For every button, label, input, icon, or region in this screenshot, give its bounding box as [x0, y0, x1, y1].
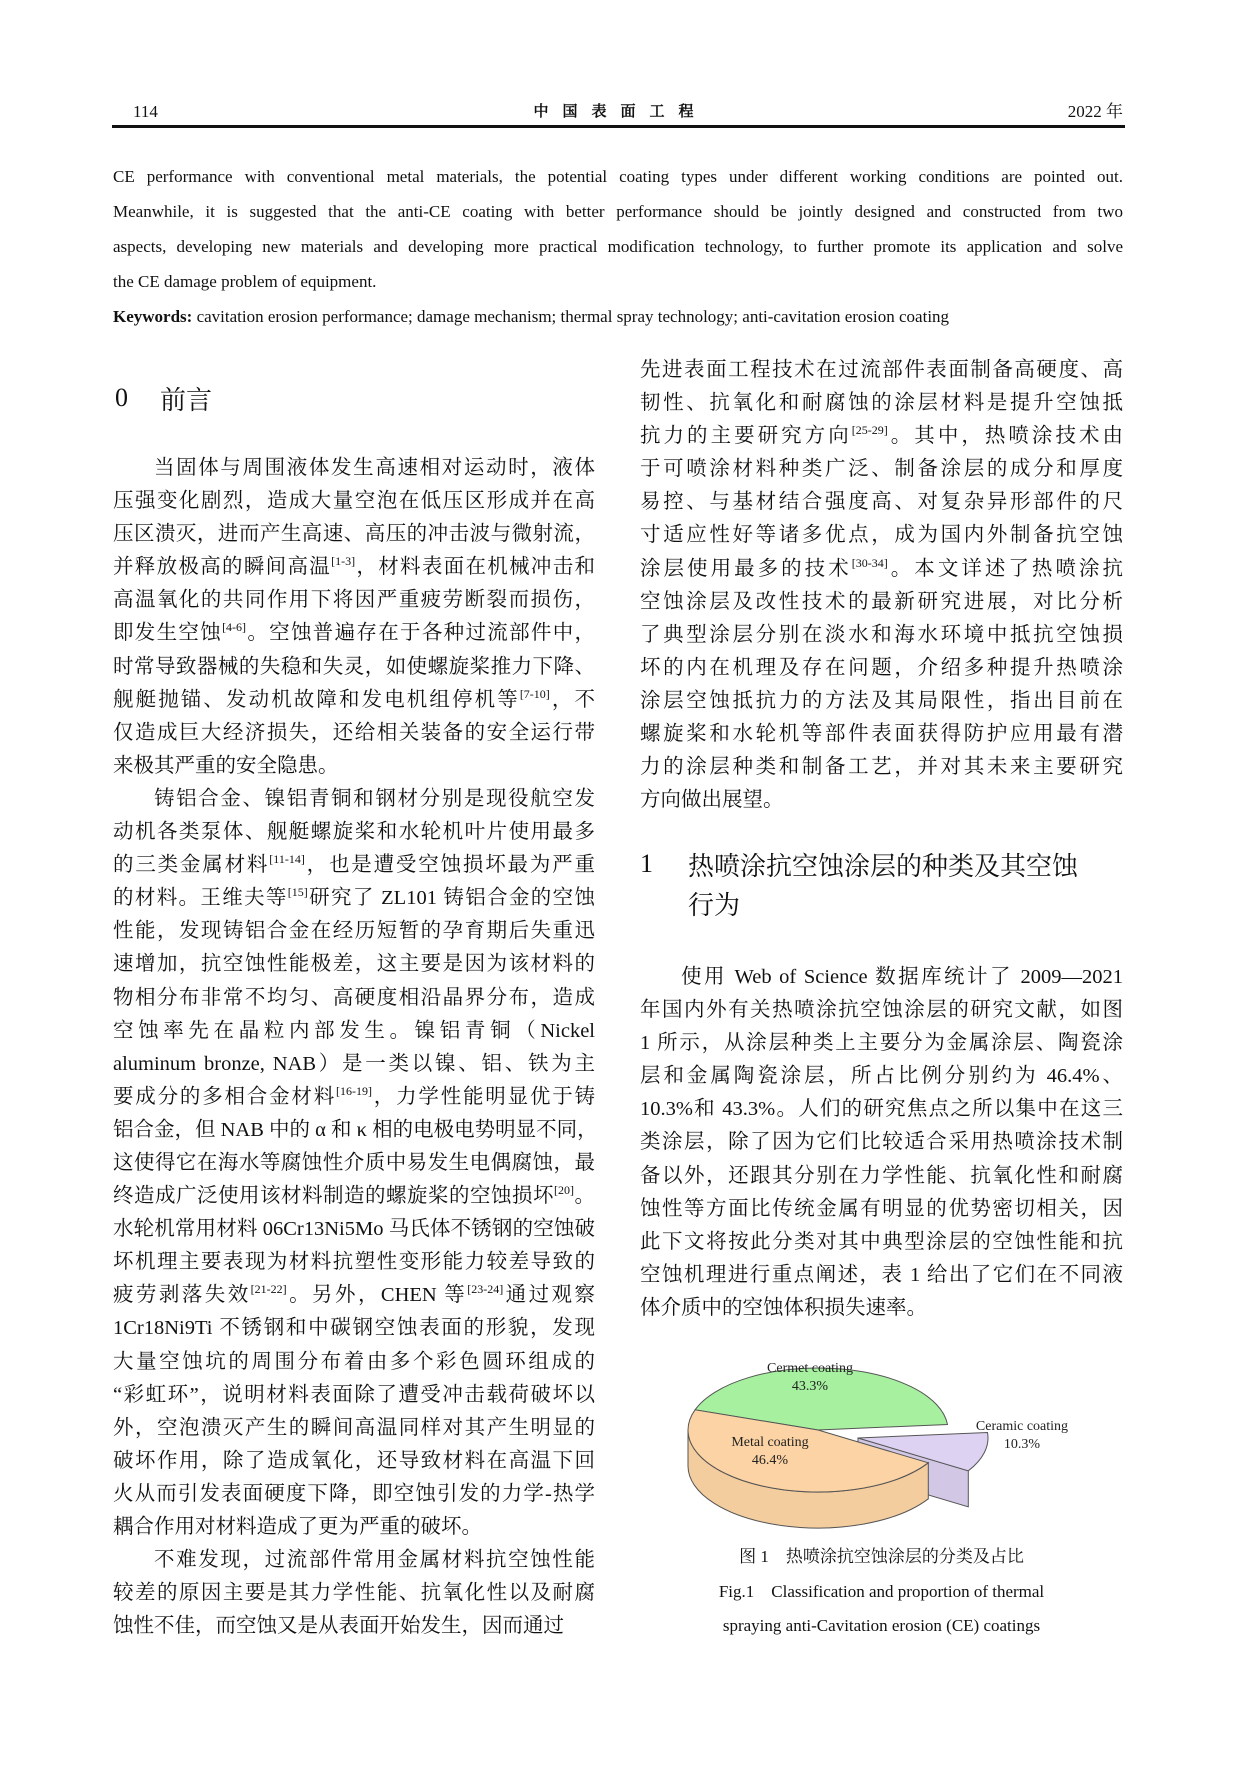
text-segment: 并释放极高的瞬间高温 [113, 556, 332, 579]
left-column-text [113, 452, 598, 1643]
text-line: 1Cr18Ni9Ti 不锈钢和中碳钢空蚀表面的形貌，发现 [113, 1317, 595, 1340]
pie-value-ceramic-coating: 10.3% [1003, 1437, 1041, 1452]
text-line: 方向做出展望。 [640, 789, 784, 812]
text-segment: 涂层使用最多的技术 [640, 557, 852, 580]
figure-caption-cn: 图 1 热喷涂抗空蚀涂层的分类及占比 [739, 1547, 1024, 1566]
text-line: 火从而引发表面硬度下降，即空蚀引发的力学-热学 [113, 1482, 595, 1505]
text-line: 力的涂层种类和制备工艺，并对其未来主要研究 [640, 756, 1123, 779]
text-segment: ，也是遭受空蚀损坏最为严重 [304, 854, 596, 877]
pie-label-cermet-coating: Cermet coating [767, 1361, 853, 1376]
text-line [113, 849, 595, 882]
text-line: 使用 Web of Science 数据库统计了 2009—2021 [681, 966, 1123, 988]
citation: [21-22] [250, 1282, 287, 1297]
text-line: “彩虹环”，说明材料表面除了遭受冲击载荷破坏以 [113, 1383, 595, 1406]
text-line: 压区溃灭，进而产生高速、高压的冲击波与微射流， [113, 523, 595, 546]
text-segment: 的三类金属材料 [113, 854, 270, 877]
section-number: 1 [640, 849, 653, 878]
text-line: 层和金属陶瓷涂层，所占比例分别约为 46.4%、 [640, 1065, 1123, 1088]
text-line: 蚀性等方面比传统金属有明显的优势密切相关，因 [640, 1197, 1123, 1220]
text-line: 破坏作用，除了造成氧化，还导致材料在高温下回 [113, 1449, 595, 1472]
section-title [688, 847, 1128, 925]
text-line: 寸适应性好等诸多优点，成为国内外制备抗空蚀 [640, 524, 1123, 547]
text-line [113, 1081, 595, 1114]
text-line: aluminum bronze, NAB）是一类以镍、铝、铁为主 [113, 1052, 595, 1075]
text-segment: 。空蚀普遍存在于各种过流部件中， [246, 622, 596, 645]
text-line: 1 所示，从涂层种类上主要分为金属涂层、陶瓷涂 [640, 1032, 1123, 1055]
figure-caption-en: Fig.1 Classification and proportion of thermal [718, 1582, 1045, 1601]
text-line: 来极其严重的安全隐患。 [113, 754, 339, 777]
journal-title: 中国表面工程 [533, 104, 708, 120]
text-line: 韧性、抗氧化和耐腐蚀的涂层材料是提升空蚀抵 [640, 392, 1123, 415]
text-line [113, 684, 595, 717]
section1-text [640, 961, 1123, 1325]
text-line: 易控、与基材结合强度高、对复杂异形部件的尺 [640, 491, 1123, 514]
citation: [23-24] [467, 1282, 504, 1297]
text-line [113, 882, 595, 915]
text-line: 不难发现，过流部件常用金属材料抗空蚀性能 [154, 1549, 595, 1572]
section-title: 前言 [160, 386, 213, 415]
text-segment: 。另外，CHEN 等 [286, 1284, 468, 1307]
figure-caption-en: spraying anti-Cavitation erosion (CE) coatings [722, 1616, 1041, 1635]
text-line: 空蚀涂层及改性技术的最新研究进展，对比分析 [640, 590, 1123, 613]
text-line: 压强变化剧烈，造成大量空泡在低压区形成并在高 [113, 490, 595, 513]
text-line [113, 617, 595, 650]
pie-value-cermet-coating: 43.3% [791, 1379, 829, 1394]
abstract-line: the CE damage problem of equipment. [113, 272, 377, 291]
text-line: 耦合作用对材料造成了更为严重的破坏。 [113, 1516, 482, 1538]
keywords-line [113, 299, 1123, 334]
text-segment: 通过观察 [503, 1284, 595, 1307]
text-segment: 抗力的主要研究方向 [640, 425, 852, 448]
text-line: 空蚀率先在晶粒内部发生。镍铝青铜（Nickel [113, 1019, 595, 1042]
text-line: 蚀性不佳，而空蚀又是从表面开始发生，因而通过 [113, 1615, 564, 1638]
text-line: 大量空蚀坑的周围分布着由多个彩色圆环组成的 [113, 1350, 595, 1373]
citation: [11-14] [269, 852, 305, 867]
text-segment: 研究了 ZL101 铸铝合金的空蚀 [307, 887, 595, 910]
text-line: 仅造成巨大经济损失，还给相关装备的安全运行带 [113, 721, 595, 744]
citation: [25-29] [851, 423, 888, 438]
text-segment: ，力学性能明显优于铸 [372, 1085, 595, 1108]
citation: [30-34] [851, 555, 888, 570]
text-line [113, 1180, 595, 1213]
text-segment: 要成分的多相合金材料 [113, 1085, 336, 1108]
text-line: 螺旋桨和水轮机等部件表面获得防护应用最有潜 [640, 723, 1123, 746]
text-segment: 舰艇抛锚、发动机故障和发电机组停机等 [113, 688, 520, 711]
text-line: 水轮机常用材料 06Cr13Ni5Mo 马氏体不锈钢的空蚀破 [113, 1218, 595, 1241]
keywords-text: cavitation erosion performance; damage mechanism; thermal spray technology; anti-cavitation erosion coating [192, 307, 950, 326]
abstract-line: aspects, developing new materials and developing more practical modification technology, to further promote its application and solve [113, 237, 1123, 256]
text-segment: 终造成广泛使用该材料制造的螺旋桨的空蚀损坏 [113, 1185, 554, 1208]
citation: [15] [287, 885, 308, 900]
header-rule [112, 125, 1125, 128]
text-line [640, 553, 1123, 586]
text-segment: 。本文详述了热喷涂抗 [887, 557, 1124, 580]
abstract-line: CE performance with conventional metal materials, the potential coating types under different working conditions are pointed out. [113, 167, 1123, 186]
text-line: 年国内外有关热喷涂抗空蚀涂层的研究文献，如图 [640, 999, 1123, 1022]
pie-label-ceramic-coating: Ceramic coating [975, 1419, 1069, 1434]
text-line: 坏的内在机理及存在问题，介绍多种提升热喷涂 [640, 656, 1123, 679]
citation: [20] [554, 1183, 574, 1198]
text-line: 外，空泡溃灭产生的瞬间高温同样对其产生明显的 [113, 1416, 595, 1439]
text-line: 动机各类泵体、舰艇螺旋桨和水轮机叶片使用最多 [113, 821, 595, 844]
text-line: 空蚀机理进行重点阐述，表 1 给出了它们在不同液 [640, 1263, 1123, 1286]
text-line: 当固体与周围液体发生高速相对运动时，液体 [154, 457, 595, 479]
text-line [113, 551, 595, 584]
text-line: 类涂层，除了因为它们比较适合采用热喷涂技术制 [640, 1131, 1123, 1154]
text-line: 先进表面工程技术在过流部件表面制备高硬度、高 [640, 359, 1123, 381]
text-segment: 。其中，热喷涂技术由 [887, 425, 1124, 448]
text-line: 坏机理主要表现为材料抗塑性变形能力较差导致的 [113, 1251, 595, 1274]
page-number: 114 [133, 102, 158, 121]
citation: [4-6] [222, 620, 247, 635]
section-title-line: 热喷涂抗空蚀涂层的种类及其空蚀 [688, 852, 1079, 881]
keywords-label: Keywords: [113, 307, 193, 326]
text-line: 性能，发现铸铝合金在经历短暂的孕育期后失重迅 [113, 920, 595, 943]
text-segment: ，不 [549, 688, 596, 711]
right-column-text [640, 354, 1123, 817]
english-abstract [113, 159, 1123, 334]
journal-year: 2022 年 [1067, 102, 1123, 121]
text-line: 于可喷涂材料种类广泛、制备涂层的成分和厚度 [640, 458, 1123, 481]
section-title-line: 行为 [688, 891, 741, 920]
section-number: 0 [115, 383, 128, 412]
text-line: 速增加，抗空蚀性能极差，这主要是因为该材料的 [113, 953, 595, 976]
text-line: 高温氧化的共同作用下将因严重疲劳断裂而损伤， [113, 589, 595, 612]
pie-chart [660, 1350, 1120, 1540]
citation: [1-3] [331, 554, 356, 569]
text-line: 涂层空蚀抵抗力的方法及其局限性，指出目前在 [640, 689, 1123, 712]
text-line [113, 1279, 595, 1312]
text-line: 这使得它在海水等腐蚀性介质中易发生电偶腐蚀，最 [113, 1151, 595, 1174]
text-line: 备以外，还跟其分别在力学性能、抗氧化性和耐腐 [640, 1164, 1123, 1187]
citation: [7-10] [519, 686, 550, 701]
text-segment: 即发生空蚀 [113, 622, 223, 645]
abstract-line: Meanwhile, it is suggested that the anti-CE coating with better performance should be jointly designed and constructed from two [113, 202, 1123, 221]
text-segment: 。 [574, 1185, 595, 1208]
text-line: 铸铝合金、镍铝青铜和钢材分别是现役航空发 [154, 787, 595, 810]
text-line: 体介质中的空蚀体积损失速率。 [640, 1296, 927, 1319]
text-segment: 疲劳剥落失效 [113, 1284, 251, 1307]
pie-label-metal-coating: Metal coating [731, 1435, 809, 1450]
text-line: 较差的原因主要是其力学性能、抗氧化性以及耐腐 [113, 1582, 595, 1605]
text-line: 物相分布非常不均匀、高硬度相沿晶界分布，造成 [113, 986, 595, 1009]
text-line [640, 420, 1123, 453]
text-line: 10.3%和 43.3%。人们的研究焦点之所以集中在这三 [640, 1098, 1123, 1121]
text-line: 此下文将按此分类对其中典型涂层的空蚀性能和抗 [640, 1230, 1123, 1253]
text-line: 铝合金，但 NAB 中的 α 和 κ 相的电极电势明显不同， [113, 1118, 598, 1141]
pie-value-metal-coating: 46.4% [751, 1453, 789, 1468]
citation: [16-19] [336, 1083, 372, 1098]
text-line: 了典型涂层分别在淡水和海水环境中抵抗空蚀损 [640, 623, 1123, 646]
text-line: 时常导致器械的失稳和失灵，如使螺旋桨推力下降、 [113, 655, 595, 678]
text-segment: ，材料表面在机械冲击和 [355, 556, 596, 579]
text-segment: 的材料。王维夫等 [113, 887, 288, 910]
